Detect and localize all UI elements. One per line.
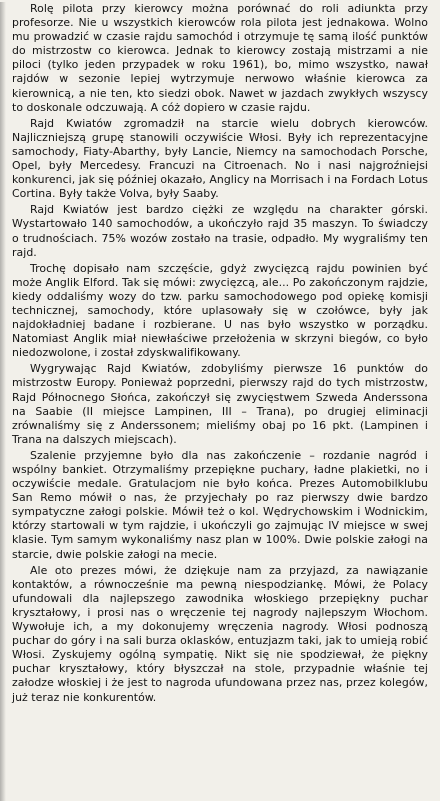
paragraph-pilot-role: Rolę pilota przy kierowcy można porównać do roli adiunkta przy profesorze. Nie u wszystkich kierowców rola pilota jest jednakowa. Wolno mu prowadzić w czasie rajdu samochód i otrzymuje tę samą ilość punktów do mistrzostw co kierowca. Jednak to kierowcy zostają mistrzami a nie piloci (tylko jeden przypadek w roku 1961), bo, mimo wszystko, nawał rajdów w sezonie lepiej wytrzymuje nerwowo właśnie kierowca za kierownicą, a nie ten, kto siedzi obok. Nawet w jazdach zwykłych wszyscy to doskonale odczuwają. A cóż dopiero w czasie rajdu. — [12, 2, 428, 114]
paragraph-rally-difficulty: Rajd Kwiatów jest bardzo ciężki ze względu na charakter górski. Wystartowało 140 samochodów, a ukończyło rajd 35 maszyn. To świadczy o trudnościach. 75% wozów zostało na trasie, odpadło. My wygraliśmy ten rajd. — [12, 203, 428, 259]
book-page — [0, 2, 440, 801]
paragraph-awards-ceremony: Szalenie przyjemne było dla nas zakończenie – rozdanie nagród i wspólny bankiet. Otrzymaliśmy przepiękne puchary, ładne plakietki, no i oczywiście medale. Gratulacjom nie było końca. Prezes Automobilklubu San Remo mówił o nas, że przyjechały po raz pierwszy dwie bardzo sympatyczne załogi polskie. Mówił też o kol. Wędrychowskim i Wodnickim, którzy startowali w tym rajdzie, i ukończyli go zajmując IV miejsce w swej klasie. Tym samym wykonaliśmy nasz plan w 100%. Dwie polskie załogi na starcie, dwie polskie załogi na mecie. — [12, 448, 428, 561]
paragraph-rally-participants: Rajd Kwiatów zgromadził na starcie wielu dobrych kierowców. Najliczniejszą grupę stanowili oczywiście Włosi. Były ich reprezentacyjne samochody, Fiaty-Abarthy, były Lancie, Niemcy na samochodach Porsche, Opel, były Mercedesy. Francuzi na Citroenach. No i nasi najgroźniejsi konkurenci, jak się później okazało, Anglicy na Morrisach i na Fordach Lotus Cortina. Były także Volva, były Saaby. — [12, 116, 428, 201]
paragraph-championship-points: Wygrywając Rajd Kwiatów, zdobyliśmy pierwsze 16 punktów do mistrzostw Europy. Ponieważ poprzedni, pierwszy rajd do tych mistrzostw, Rajd Północnego Słońca, zakończył się zwycięstwem Szweda Anderssona na Saabie (II miejsce Lampinen, III – Trana), po drugiej eliminacji zrównaliśmy się z Anderssonem; mieliśmy obaj po 16 pkt. (Lampinen i Trana na dalszych miejscach). — [12, 362, 428, 446]
article-body — [12, 2, 428, 705]
paragraph-disqualification: Trochę dopisało nam szczęście, gdyż zwycięzcą rajdu powinien być może Anglik Elford. Tak się mówi: zwycięzcą, ale... Po zakończonym rajdzie, kiedy oddaliśmy wozy do tzw. parku samochodowego pod opiekę komisji technicznej, samochody, które uplasowały się w czołówce, były jak najdokładniej badane i rozbierane. U nas było wszystko w porządku. Natomiast Anglik miał niewłaściwe przełożenia w skrzyni biegów, co było niedozwolone, i został zdyskwalifikowany. — [12, 261, 428, 360]
paragraph-crystal-cup: Ale oto prezes mówi, że dziękuje nam za przyjazd, za nawiązanie kontaktów, a równocześnie ma pewną niespodziankę. Mówi, że Polacy ufundowali dla najlepszego zawodnika włoskiego przepiękny puchar kryształowy, i prosi nas o wręczenie tej nagrody najlepszym Włochom. Wywołuje ich, a my dokonujemy wręczenia nagrody. Włosi podnoszą puchar do góry i na sali burza oklasków, entuzjazm taki, jak to umieją robić Włosi. Zyskujemy ogólną sympatię. Nikt się nie spodziewał, że piękny puchar kryształowy, który błyszczał na stole, przypadnie właśnie tej załodze włoskiej i że jest to nagroda ufundowana przez nas, przez kolegów, już teraz nie konkurentów. — [12, 563, 428, 704]
